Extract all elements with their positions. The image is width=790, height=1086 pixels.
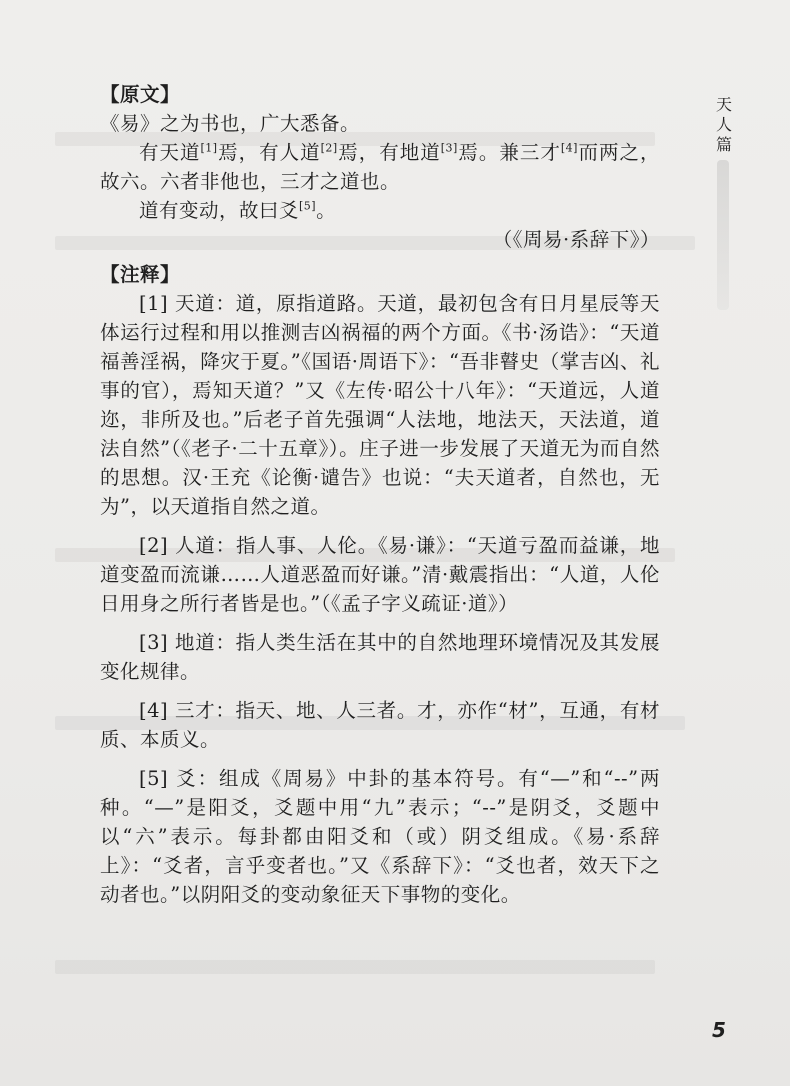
original-line-1: 《易》之为书也，广大悉备。 [100,112,361,135]
notes-heading: 【注释】 [100,263,181,286]
page-number: 5 [712,1018,726,1042]
footnote-ref-4: [4] [560,141,578,155]
running-head-char: 篇 [715,135,732,154]
original-paragraph-2: 有天道[1]焉，有人道[2]焉，有地道[3]焉。兼三才[4]而两之，故六。六者非他也，三才之道也。 [100,141,660,193]
section-marker-tab [717,160,729,310]
running-head-char: 人 [715,115,732,134]
footnote-ref-2: [2] [320,141,338,155]
page-body [100,80,660,909]
running-head [712,95,736,155]
footnote-ref-1: [1] [200,141,218,155]
note-4: [4] 三才：指天、地、人三者。才，亦作“材”，互通，有材质、本质义。 [100,699,660,751]
footnote-ref-3: [3] [440,141,458,155]
bleed-through-mark [55,960,655,974]
source-citation: （《周易·系辞下》） [492,228,660,251]
note-5: [5] 爻：组成《周易》中卦的基本符号。有“—”和“--”两种。“—”是阳爻，爻题中用“九”表示；“--”是阴爻，爻题中以“六”表示。每卦都由阳爻和（或）阴爻组成。《易·系辞上》：“爻者，言乎变者也。”又《系辞下》：“爻也者，效天下之动者也。”以阴阳爻的变动象征天下事物的变化。 [100,767,660,906]
footnote-ref-5: [5] [299,199,317,213]
original-paragraph-3: 道有变动，故曰爻[5]。 [139,199,337,222]
note-1: [1] 天道：道，原指道路。天道，最初包含有日月星辰等天体运行过程和用以推测吉凶祸福的两个方面。《书·汤诰》：“天道福善淫祸，降灾于夏。”《国语·周语下》：“吾非瞽史（掌吉凶、礼事的官），焉知天道？”又《左传·昭公十八年》：“天道远，人道迩，非所及也。”后老子首先强调“人法地，地法天，天法道，道法自然”（《老子·二十五章》）。庄子进一步发展了天道无为而自然的思想。汉·王充《论衡·谴告》也说：“夫天道者，自然也，无为”，以天道指自然之道。 [100,292,660,518]
note-2: [2] 人道：指人事、人伦。《易·谦》：“天道亏盈而益谦，地道变盈而流谦……人道恶盈而好谦。”清·戴震指出：“人道，人伦日用身之所行者皆是也。”（《孟子字义疏证·道》） [100,534,660,615]
note-3: [3] 地道：指人类生活在其中的自然地理环境情况及其发展变化规律。 [100,631,660,683]
running-head-char: 天 [715,95,732,114]
original-text-heading: 【原文】 [100,83,181,106]
